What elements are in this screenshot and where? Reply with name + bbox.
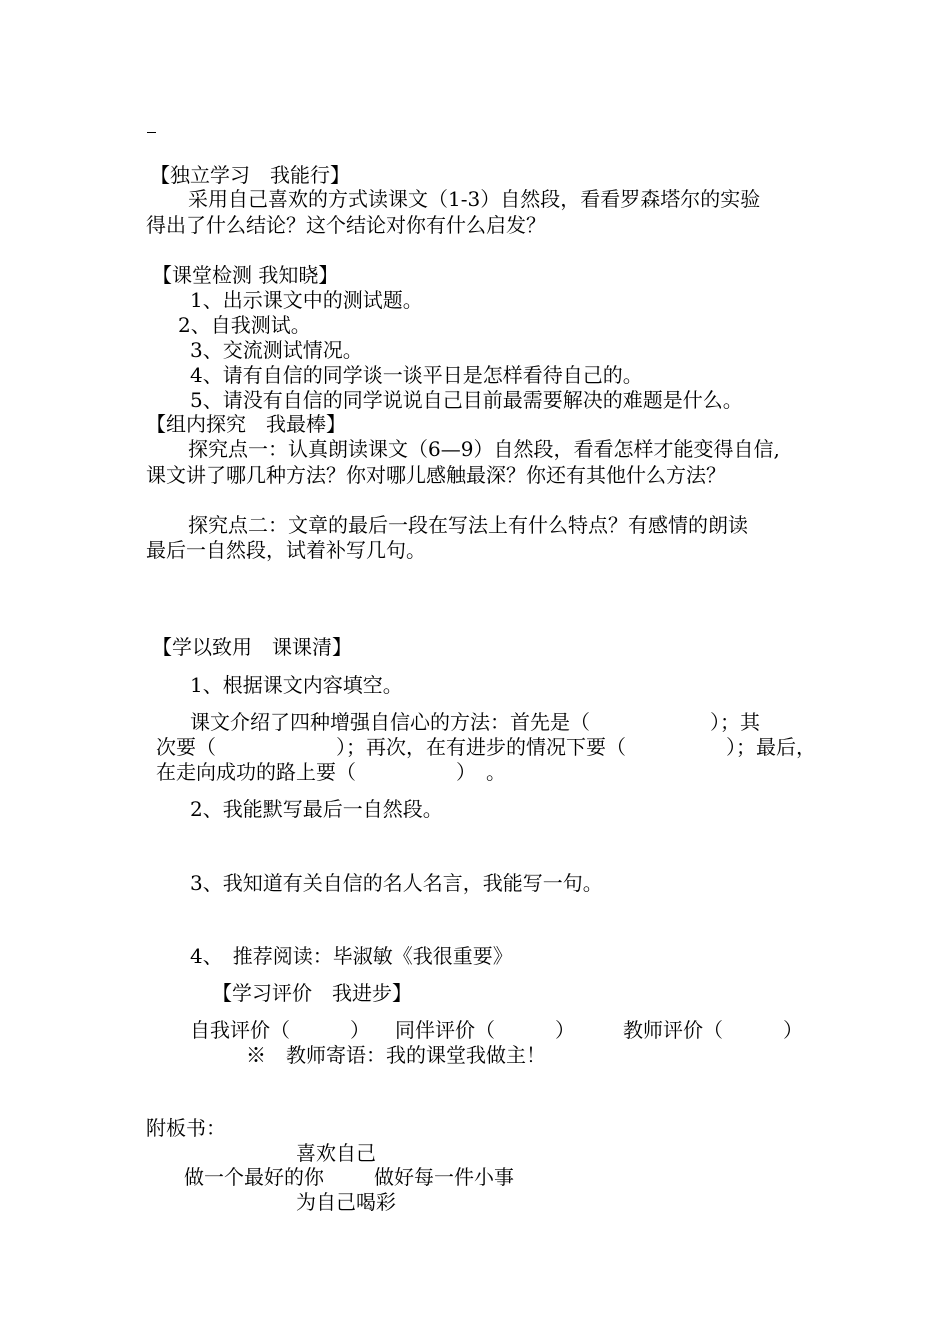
board-left: 做一个最好的你 — [184, 1165, 324, 1189]
list-item: 3、交流测试情况。 — [190, 338, 363, 362]
section-header-class-test: 【课堂检测 我知晓】 — [152, 263, 339, 287]
paragraph-line: 采用自己喜欢的方式读课文（1-3）自然段，看看罗森塔尔的实验 — [188, 187, 761, 211]
section-header-evaluation: 【学习评价 我进步】 — [212, 981, 412, 1005]
list-item: 5、请没有自信的同学说说自己目前最需要解决的难题是什么。 — [190, 388, 743, 412]
question-3: 3、我知道有关自信的名人名言，我能写一句。 — [190, 871, 603, 895]
board-top: 喜欢自己 — [296, 1141, 376, 1165]
paragraph-line: 探究点二：文章的最后一段在写法上有什么特点？有感情的朗读 — [188, 513, 748, 537]
paragraph-line: 课文讲了哪几种方法？你对哪儿感触最深？你还有其他什么方法？ — [146, 463, 726, 487]
teacher-evaluation: 教师评价（ ） — [623, 1018, 803, 1042]
paragraph-line: 得出了什么结论？这个结论对你有什么启发？ — [146, 213, 546, 237]
fill-in-line: 在走向成功的路上要（ ） 。 — [156, 760, 506, 784]
teacher-note: ※ 教师寄语：我的课堂我做主！ — [246, 1043, 546, 1067]
section-header-group-explore: 【组内探究 我最棒】 — [146, 412, 346, 436]
question-4: 4、 推荐阅读：毕淑敏《我很重要》 — [190, 944, 513, 968]
question-2: 2、我能默写最后一自然段。 — [190, 797, 443, 821]
list-item: 4、请有自信的同学谈一谈平日是怎样看待自己的。 — [190, 363, 643, 387]
section-header-independent-study: 【独立学习 我能行】 — [150, 163, 350, 187]
section-header-apply: 【学以致用 课课清】 — [152, 635, 352, 659]
paragraph-line: 最后一自然段，试着补写几句。 — [146, 538, 426, 562]
self-evaluation: 自我评价（ ） — [190, 1018, 370, 1042]
peer-evaluation: 同伴评价（ ） — [395, 1018, 575, 1042]
stray-dash-mark — [147, 132, 156, 133]
list-item: 1、出示课文中的测试题。 — [190, 288, 423, 312]
fill-in-line: 课文介绍了四种增强自信心的方法：首先是（ ）；其 — [190, 710, 760, 734]
question-1: 1、根据课文内容填空。 — [190, 673, 403, 697]
paragraph-line: 探究点一：认真朗读课文（6—9）自然段，看看怎样才能变得自信, — [188, 437, 780, 461]
board-right: 做好每一件小事 — [374, 1165, 514, 1189]
fill-in-line: 次要（ ）；再次，在有进步的情况下要（ ）；最后， — [156, 735, 816, 759]
board-bottom: 为自己喝彩 — [296, 1190, 396, 1214]
list-item: 2、自我测试。 — [178, 313, 311, 337]
board-label: 附板书： — [146, 1116, 226, 1140]
